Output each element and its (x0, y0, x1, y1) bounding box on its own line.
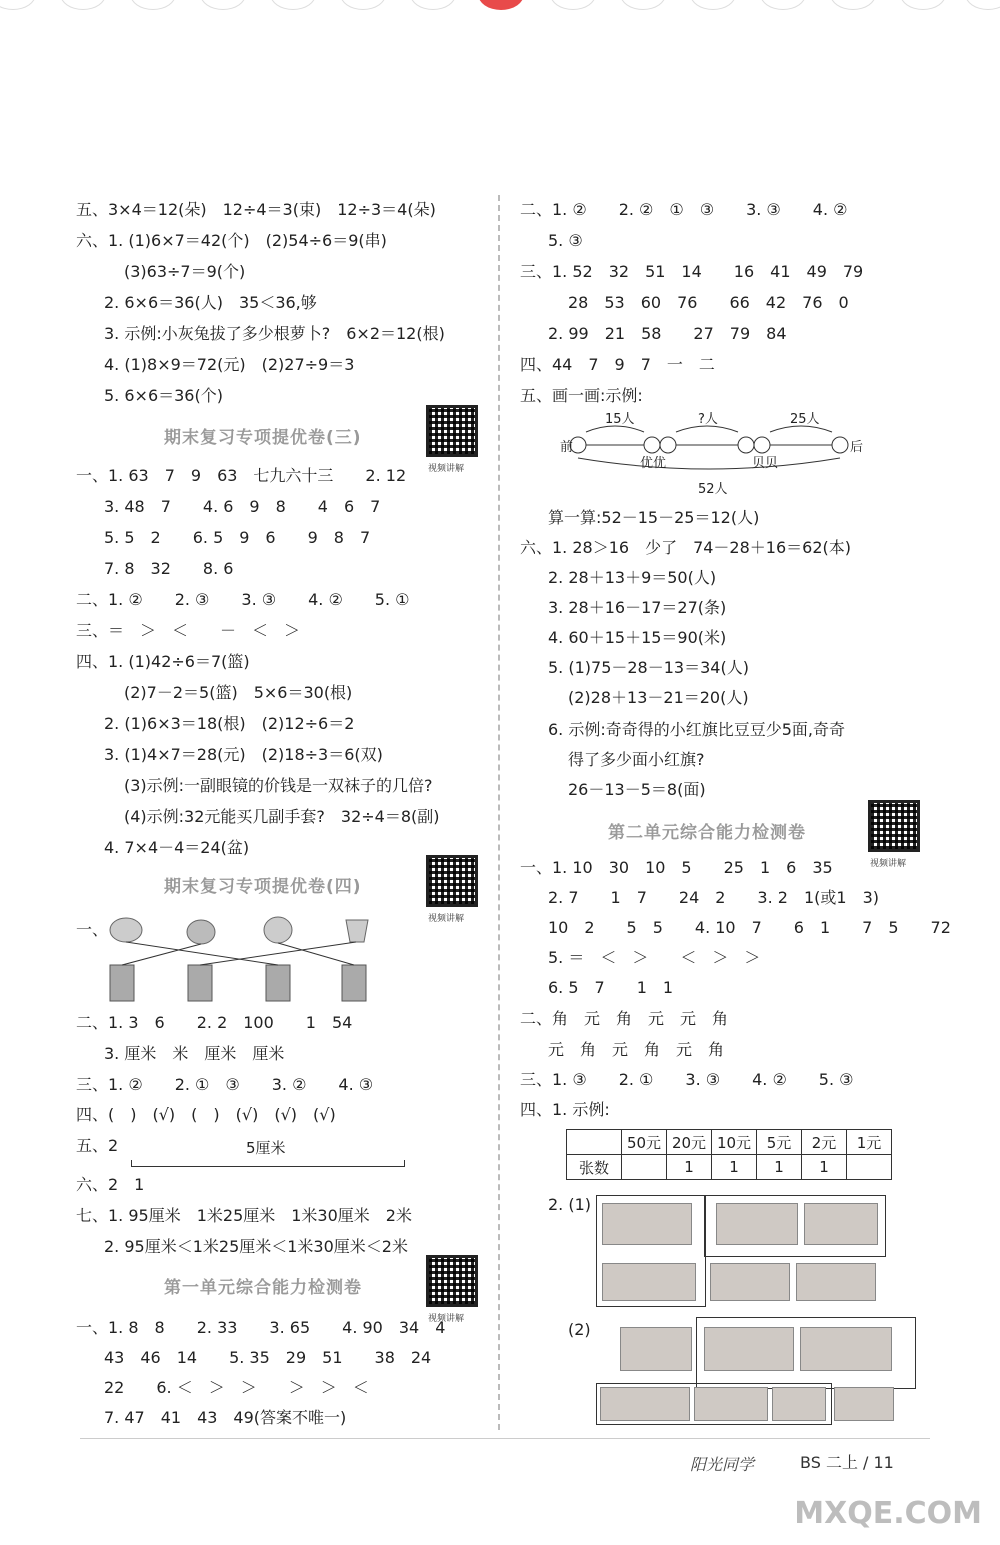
answer-line: 四、( ) (√) ( ) (√) (√) (√) (76, 1105, 336, 1124)
answer-line: 10 2 5 5 4. 10 7 6 1 7 5 72 (548, 918, 951, 937)
answer-line: 26－13－5＝8(面) (568, 780, 706, 799)
answer-line: 28 53 60 76 66 42 76 0 (568, 293, 849, 312)
answer-line: 2. 7 1 7 24 2 3. 2 1(或1 3) (548, 888, 879, 907)
answer-line: 六、2 1 (76, 1175, 145, 1194)
answer-line: 7. 47 41 43 49(答案不唯一) (104, 1408, 347, 1427)
table-header: 10元 (712, 1130, 757, 1155)
answer-line: 2. (1)6×3＝18(根) (2)12÷6＝2 (104, 714, 355, 733)
answer-line: 五、画一画:示例: (520, 386, 643, 405)
answer-line: 四、1. 示例: (520, 1100, 610, 1119)
table-header: 5元 (757, 1130, 802, 1155)
qr-label: 视频讲解 (428, 1314, 465, 1324)
ruler-label: 5厘米 (246, 1139, 286, 1157)
table-header: 1元 (847, 1130, 892, 1155)
qr-label: 视频讲解 (870, 859, 907, 869)
qr-label: 视频讲解 (428, 914, 465, 924)
answer-line: 一、1. 63 7 9 63 七九六十三 2. 12 (76, 466, 407, 485)
answer-line: 四、44 7 9 7 一 二 (520, 355, 715, 374)
answer-line: 2. 28＋13＋9＝50(人) (548, 568, 717, 587)
answer-line: 3. (1)4×7＝28(元) (2)18÷3＝6(双) (104, 745, 383, 764)
answer-line: 五、3×4＝12(朵) 12÷4＝3(束) 12÷3＝4(朵) (76, 200, 436, 219)
table-header: 20元 (667, 1130, 712, 1155)
answer-line: 元 角 元 角 元 角 (548, 1040, 725, 1059)
diagram-label: ?人 (698, 412, 718, 427)
answer-line: 一、 (76, 920, 109, 939)
answer-line: 2. (1) (548, 1195, 592, 1214)
table-cell: 1 (757, 1155, 802, 1180)
banknote-image (704, 1327, 794, 1371)
banknote-image (804, 1203, 878, 1245)
ruler-line (131, 1160, 405, 1167)
banknote-image (710, 1263, 790, 1301)
table-cell (847, 1155, 892, 1180)
answer-line: (3)63÷7＝9(个) (124, 262, 246, 281)
matching-picture (106, 910, 386, 1010)
answer-line: 4. 60＋15＋15＝90(米) (548, 628, 727, 647)
answer-line: 43 46 14 5. 35 29 51 38 24 (104, 1348, 432, 1367)
diagram-name: 贝贝 (752, 456, 779, 471)
diagram-total: 52人 (698, 482, 728, 497)
banknote-image (694, 1387, 768, 1421)
answer-line: 五、2 (76, 1136, 119, 1155)
answer-line: 一、1. 10 30 10 5 25 1 6 35 (520, 858, 833, 877)
answer-line: 7. 8 32 8. 6 (104, 559, 234, 578)
answer-line: (3)示例:一副眼镜的价钱是一双袜子的几倍? (124, 776, 433, 795)
answer-line: 5. ③ (548, 231, 583, 250)
qr-code[interactable] (426, 405, 478, 457)
banknote-image (796, 1263, 876, 1301)
answer-line: 6. 示例:奇奇得的小红旗比豆豆少5面,奇奇 (548, 720, 846, 739)
banknote-image (602, 1203, 692, 1245)
answer-line: 2. 99 21 58 27 79 84 (548, 324, 787, 343)
qr-code[interactable] (426, 855, 478, 907)
banknote-image (800, 1327, 892, 1371)
answer-line: (2)28＋13－21＝20(人) (568, 688, 749, 707)
answer-line: 5. ＝ ＜ ＞ ＜ ＞ ＞ (548, 948, 761, 967)
column-divider (498, 195, 500, 1430)
answer-line: 得了多少面小红旗? (568, 750, 705, 769)
diagram-label: 15人 (605, 412, 635, 427)
answer-line: 5. (1)75－28－13＝34(人) (548, 658, 749, 677)
section-title: 期末复习专项提优卷(三) (164, 428, 362, 448)
table-cell: 1 (802, 1155, 847, 1180)
section-title: 第二单元综合能力检测卷 (608, 823, 806, 843)
answer-line: 二、1. ② 2. ③ 3. ③ 4. ② 5. ① (76, 590, 410, 609)
diagram-back: 后 (850, 440, 864, 455)
answer-line: 22 6. ＜ ＞ ＞ ＞ ＞ ＜ (104, 1378, 369, 1397)
section-title: 第一单元综合能力检测卷 (164, 1278, 362, 1298)
banknote-image (716, 1203, 798, 1245)
answer-line: (4)示例:32元能买几副手套? 32÷4＝8(副) (124, 807, 440, 826)
answer-line: (2) (568, 1320, 591, 1339)
answer-line: 三、1. ③ 2. ① 3. ③ 4. ② 5. ③ (520, 1070, 854, 1089)
answer-line: 一、1. 8 8 2. 33 3. 65 4. 90 34 4 (76, 1318, 446, 1337)
diagram-label: 25人 (790, 412, 820, 427)
answer-line: 5. 6×6＝36(个) (104, 386, 223, 405)
answer-line: 三、1. 52 32 51 14 16 41 49 79 (520, 262, 864, 281)
answer-line: 二、1. 3 6 2. 2 100 1 54 (76, 1013, 353, 1032)
table-header: 50元 (622, 1130, 667, 1155)
answer-line: 3. 示例:小灰兔拔了多少根萝卜? 6×2＝12(根) (104, 324, 445, 343)
table-cell: 1 (712, 1155, 757, 1180)
answer-line: 3. 48 7 4. 6 9 8 4 6 7 (104, 497, 381, 516)
answer-line: 七、1. 95厘米 1米25厘米 1米30厘米 2米 (76, 1206, 412, 1225)
banknote-image (772, 1387, 826, 1421)
banknote-image (834, 1387, 894, 1421)
answer-line: 2. 6×6＝36(人) 35＜36,够 (104, 293, 317, 312)
answer-line: 二、1. ② 2. ② ① ③ 3. ③ 4. ② (520, 200, 848, 219)
answer-line: 4. 7×4－4＝24(盆) (104, 838, 250, 857)
answer-line: 算一算:52－15－25＝12(人) (548, 508, 760, 527)
answer-line: 2. 95厘米＜1米25厘米＜1米30厘米＜2米 (104, 1237, 408, 1256)
brand-logo: 阳光同学 (690, 1455, 755, 1474)
banknote-image (620, 1327, 692, 1371)
diagram-name: 优优 (640, 456, 667, 471)
table-header (567, 1130, 622, 1155)
answer-line: 三、＝ ＞ ＜ － ＜ ＞ (76, 621, 301, 640)
answer-line: 二、角 元 角 元 元 角 (520, 1009, 729, 1028)
banknote-image (600, 1387, 690, 1421)
footer-rule (80, 1438, 930, 1439)
diagram-front: 前 (560, 440, 574, 455)
section-title: 期末复习专项提优卷(四) (164, 877, 362, 897)
top-tab-strip (0, 0, 1000, 12)
answer-line: 3. 28＋16－17＝27(条) (548, 598, 727, 617)
table-header: 2元 (802, 1130, 847, 1155)
answer-line: 4. (1)8×9＝72(元) (2)27÷9＝3 (104, 355, 355, 374)
table-cell: 张数 (567, 1155, 622, 1180)
answer-line: 六、1. 28＞16 少了 74－28＋16＝62(本) (520, 538, 851, 557)
watermark: MXQE.COM (794, 1496, 982, 1531)
table-cell: 1 (667, 1155, 712, 1180)
table-cell (622, 1155, 667, 1180)
answer-line: (2)7－2＝5(篮) 5×6＝30(根) (124, 683, 353, 702)
money-table (566, 1129, 892, 1180)
page-footer: BS 二上 / 11 (800, 1453, 894, 1472)
qr-code[interactable] (868, 800, 920, 852)
answer-line: 六、1. (1)6×7＝42(个) (2)54÷6＝9(串) (76, 231, 387, 250)
answer-line: 三、1. ② 2. ① ③ 3. ② 4. ③ (76, 1075, 374, 1094)
answer-line: 5. 5 2 6. 5 9 6 9 8 7 (104, 528, 371, 547)
answer-line: 四、1. (1)42÷6＝7(篮) (76, 652, 250, 671)
qr-code[interactable] (426, 1255, 478, 1307)
answer-line: 6. 5 7 1 1 (548, 978, 674, 997)
qr-label: 视频讲解 (428, 464, 465, 474)
banknote-image (602, 1263, 696, 1301)
answer-line: 3. 厘米 米 厘米 厘米 (104, 1044, 285, 1063)
